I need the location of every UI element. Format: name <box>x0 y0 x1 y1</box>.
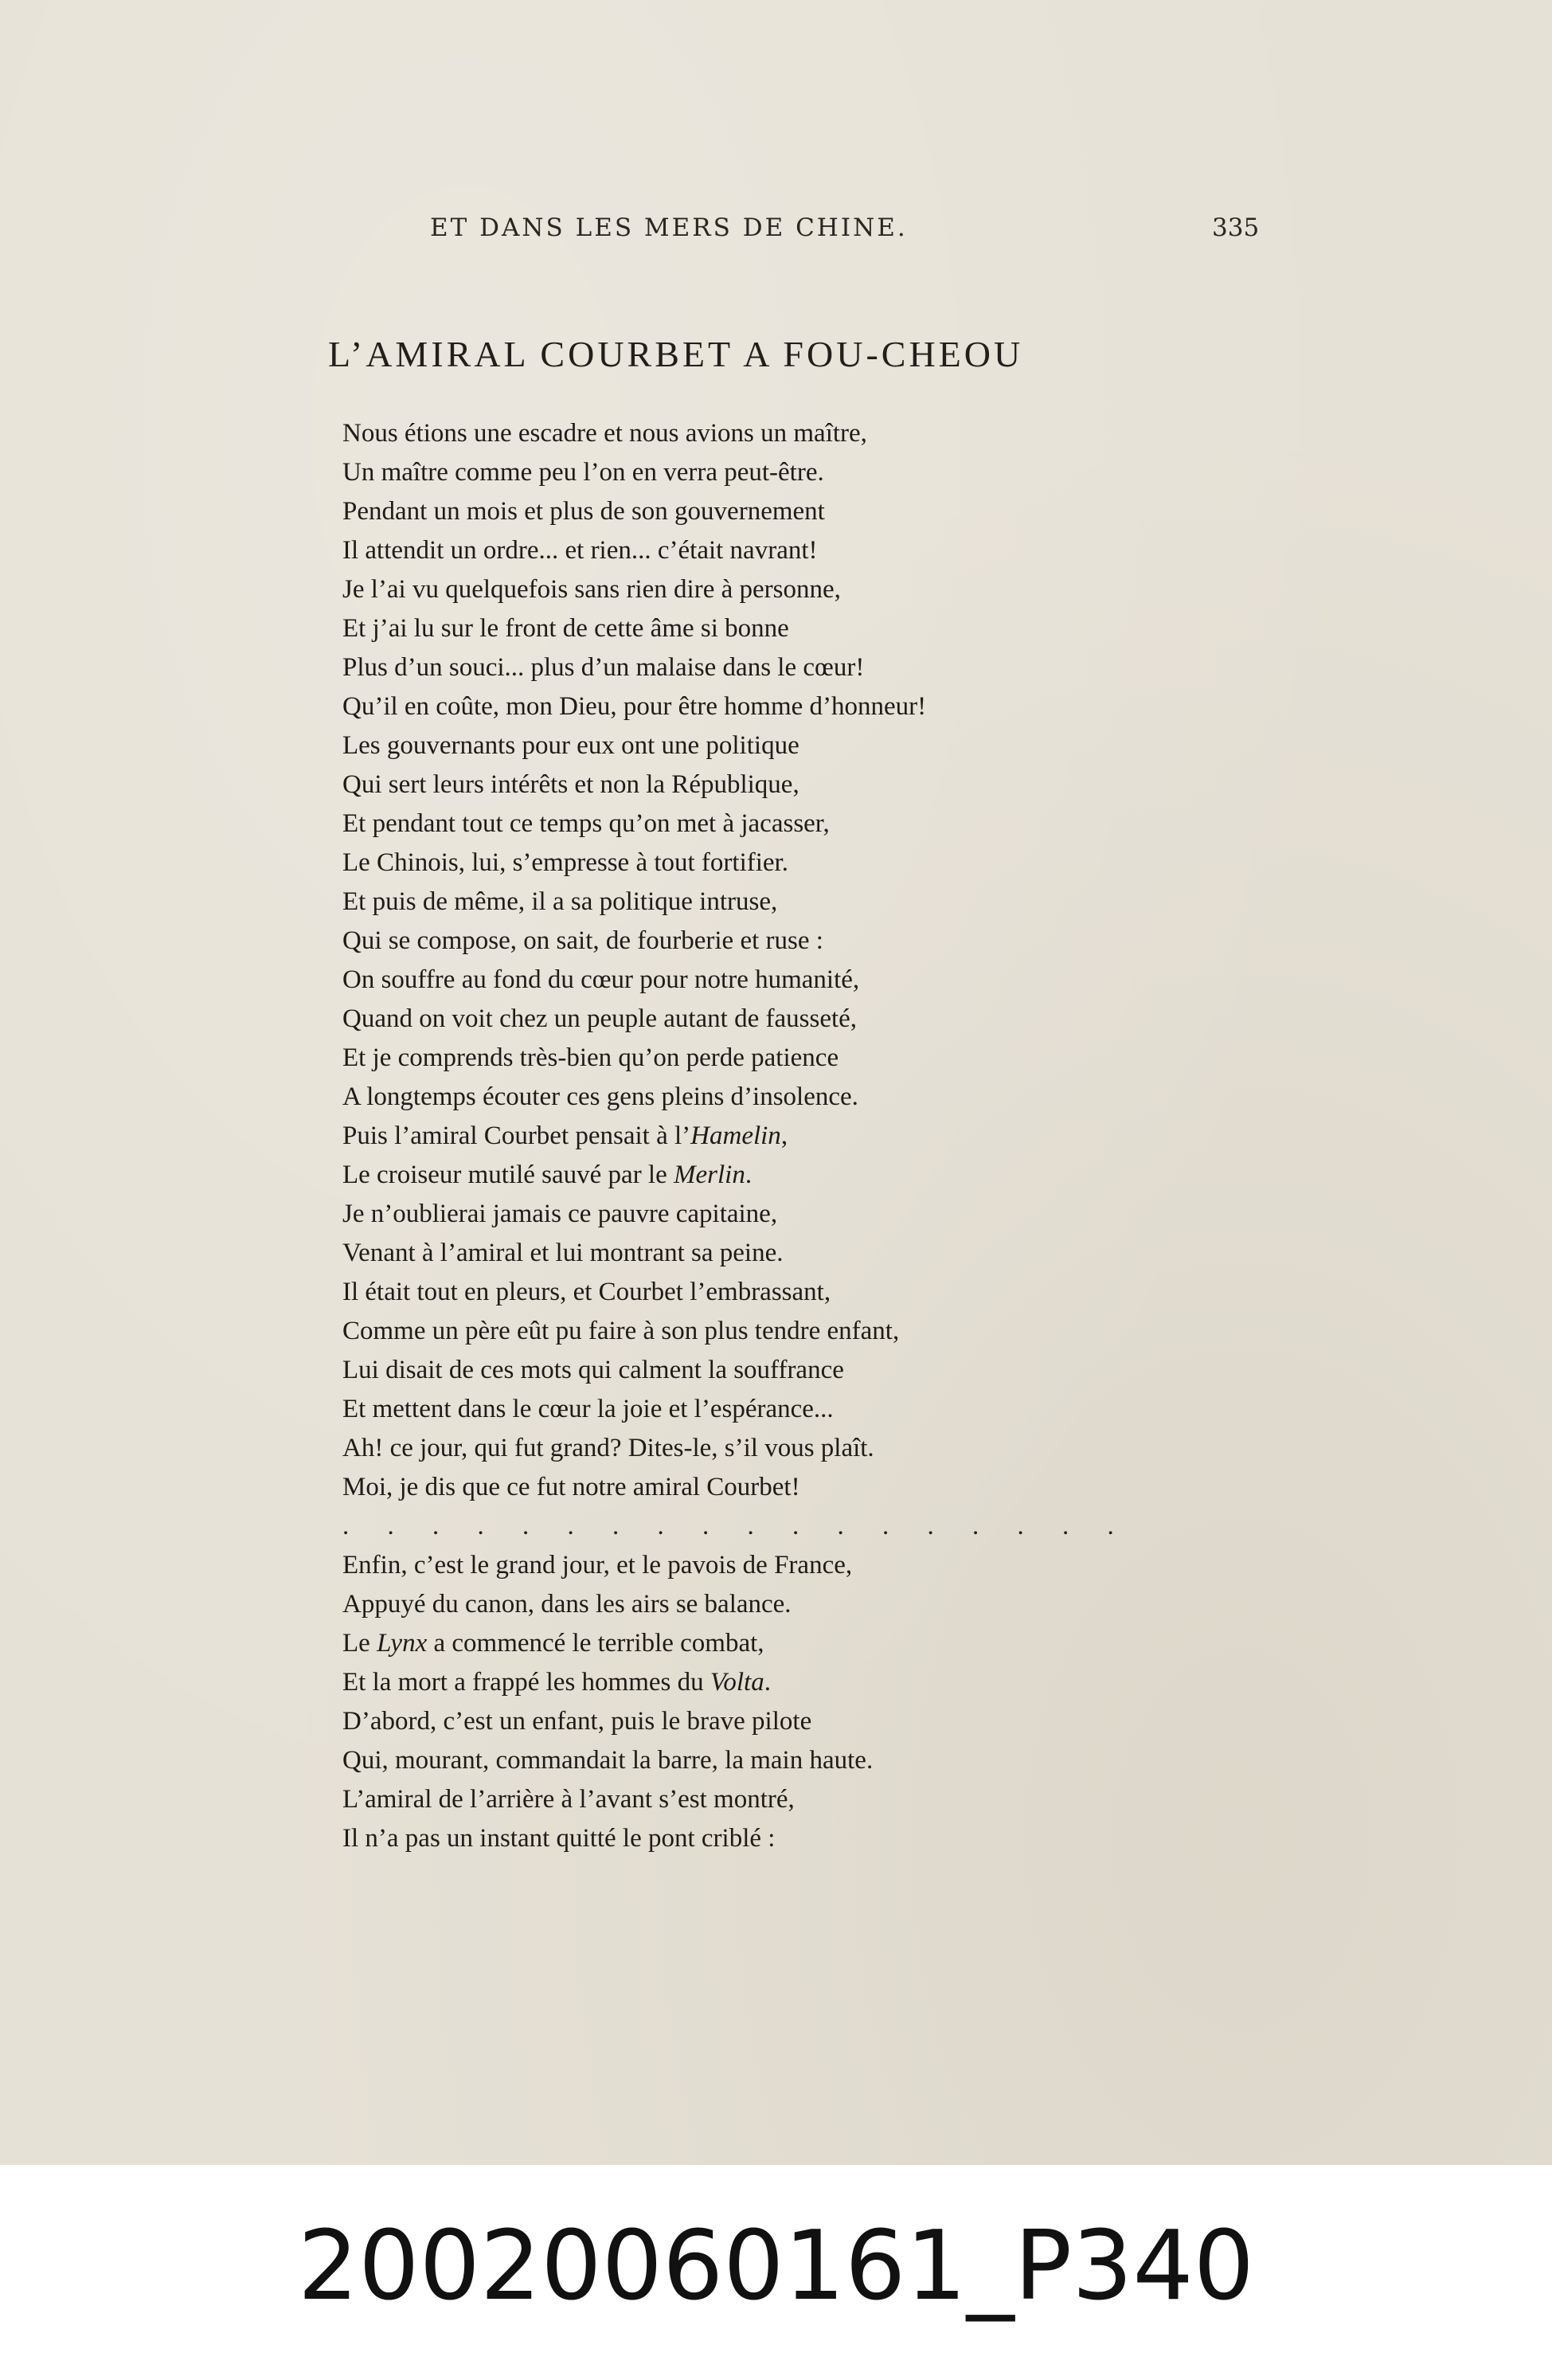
verse-line: Appuyé du canon, dans les airs se balance. <box>342 1590 792 1619</box>
verse-line <box>342 1156 1059 1195</box>
verse-line: A longtemps écouter ces gens pleins d’insolence. <box>342 1082 858 1111</box>
verse-line: Pendant un mois et plus de son gouvernement <box>342 497 825 526</box>
verse-line: Je n’oublierai jamais ce pauvre capitaine, <box>342 1200 778 1228</box>
verse-line: Et j’ai lu sur le front de cette âme si bonne <box>342 614 789 643</box>
verse-line: Venant à l’amiral et lui montrant sa peine. <box>342 1239 784 1267</box>
verse-line: Nous étions une escadre et nous avions un maître, <box>342 419 867 448</box>
verse-line: Le Chinois, lui, s’empresse à tout fortifier. <box>342 848 788 877</box>
verse-line: Un maître comme peu l’on en verra peut-être. <box>342 458 824 487</box>
document-id: 20020060161_P340 <box>297 2211 1255 2322</box>
ship-name-italic: Hamelin <box>690 1121 781 1150</box>
verse-text: Le <box>342 1629 377 1658</box>
verse-line: On souffre au fond du cœur pour notre humanité, <box>342 965 860 994</box>
ship-name-italic: Merlin <box>674 1161 745 1189</box>
verse-line: Moi, je dis que ce fut notre amiral Courbet! <box>342 1473 800 1501</box>
verse-line: Qui se compose, on sait, de fourberie et ruse : <box>342 926 823 955</box>
running-head: ET DANS LES MERS DE CHINE. <box>430 213 908 242</box>
ship-name-italic: Lynx <box>377 1629 428 1658</box>
ship-name-italic: Volta <box>710 1668 764 1697</box>
verse-line: Les gouvernants pour eux ont une politique <box>342 731 799 760</box>
verse-line: Comme un père eût pu faire à son plus tendre enfant, <box>342 1317 900 1345</box>
verse-text: a commencé le terrible combat, <box>427 1629 764 1658</box>
verse-line: Et puis de même, il a sa politique intruse, <box>342 887 778 916</box>
verse-line: Qui, mourant, commandait la barre, la main haute. <box>342 1746 874 1775</box>
verse-text: . <box>764 1668 771 1697</box>
verse-line: Quand on voit chez un peuple autant de fausseté, <box>342 1004 858 1033</box>
verse-line: Lui disait de ces mots qui calment la souffrance <box>342 1356 844 1384</box>
footer-label-area <box>0 2165 1552 2380</box>
verse-line: Il était tout en pleurs, et Courbet l’embrassant, <box>342 1278 831 1306</box>
verse-line: D’abord, c’est un enfant, puis le brave pilote <box>342 1707 812 1736</box>
verse-line <box>342 1663 1059 1702</box>
verse-text: Et la mort a frappé les hommes du <box>342 1668 710 1697</box>
verse-line: Ah! ce jour, qui fut grand? Dites-le, s’il vous plaît. <box>342 1434 874 1462</box>
poem-body <box>342 414 1130 1858</box>
verse-line: Et je comprends très-bien qu’on perde patience <box>342 1043 839 1072</box>
verse-line: Il attendit un ordre... et rien... c’était navrant! <box>342 536 818 565</box>
verse-text: Le croiseur mutilé sauvé par le <box>342 1161 674 1189</box>
verse-line <box>342 1624 1059 1663</box>
verse-line: Et pendant tout ce temps qu’on met à jacasser, <box>342 809 830 838</box>
verse-text: Puis l’amiral Courbet pensait à l’ <box>342 1121 691 1150</box>
verse-line: Et mettent dans le cœur la joie et l’espérance... <box>342 1395 834 1423</box>
verse-line <box>342 1117 1059 1156</box>
ellipsis-separator: . . . . . . . . . . . . . . . . . . <box>342 1512 1130 1540</box>
verse-line: Qu’il en coûte, mon Dieu, pour être homme d’honneur! <box>342 692 927 721</box>
verse-line: Enfin, c’est le grand jour, et le pavois de France, <box>342 1551 853 1579</box>
verse-line: Il n’a pas un instant quitté le pont criblé : <box>342 1824 776 1853</box>
poem-title: L’AMIRAL COURBET A FOU-CHEOU <box>328 334 1024 374</box>
page-number: 335 <box>1212 213 1260 242</box>
verse-line: L’amiral de l’arrière à l’avant s’est montré, <box>342 1785 795 1814</box>
verse-line: Je l’ai vu quelquefois sans rien dire à personne, <box>342 575 841 604</box>
verse-text: . <box>745 1161 753 1189</box>
verse-text: , <box>780 1121 788 1150</box>
verse-line: Plus d’un souci... plus d’un malaise dans le cœur! <box>342 653 865 682</box>
verse-line: Qui sert leurs intérêts et non la République, <box>342 770 799 799</box>
